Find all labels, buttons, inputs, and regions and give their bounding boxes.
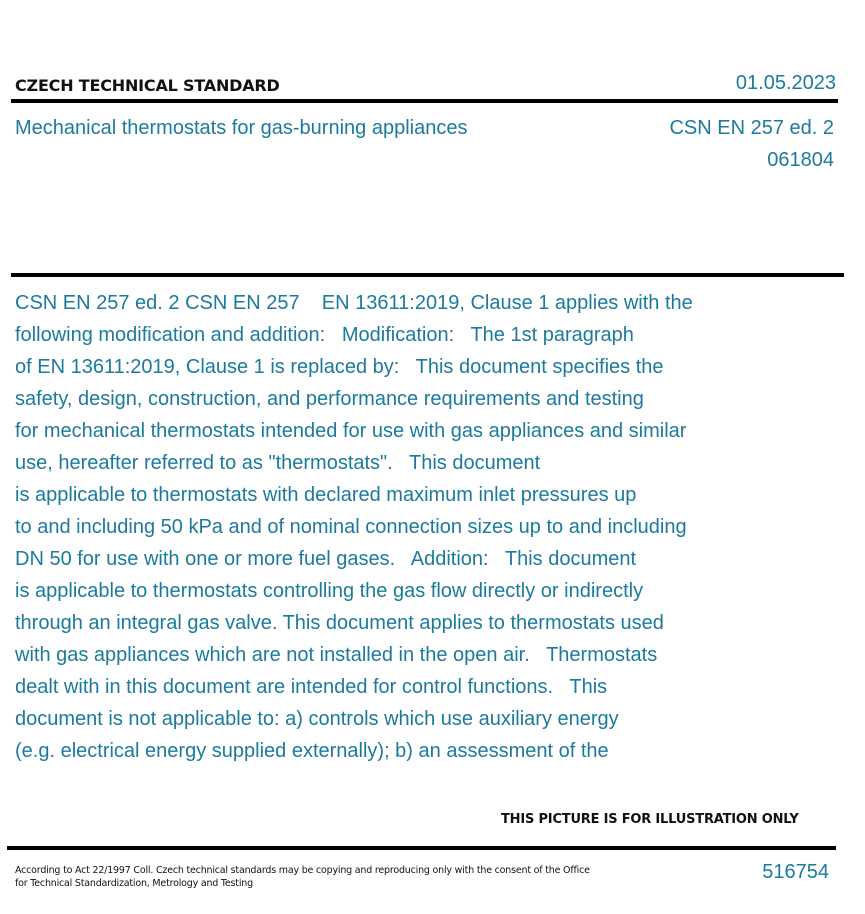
abstract-line: for mechanical thermostats intended for use with gas appliances and similar <box>15 420 687 442</box>
illustration-notice: THIS PICTURE IS FOR ILLUSTRATION ONLY <box>501 812 799 827</box>
abstract-line: is applicable to thermostats controlling the gas flow directly or indirectly <box>15 580 644 602</box>
abstract-line: following modification and addition: Modification: The 1st paragraph <box>15 324 634 346</box>
legal-notice <box>15 864 595 890</box>
standard-type-label: CZECH TECHNICAL STANDARD <box>15 76 280 95</box>
standard-title: Mechanical thermostats for gas-burning appliances <box>15 117 468 139</box>
header-divider <box>11 99 838 103</box>
footer-divider <box>7 846 836 850</box>
abstract-line: CSN EN 257 ed. 2 CSN EN 257 EN 13611:2019, Clause 1 applies with the <box>15 292 693 314</box>
standard-abstract <box>15 287 693 767</box>
abstract-line: of EN 13611:2019, Clause 1 is replaced by: This document specifies the <box>15 356 664 378</box>
standard-code: CSN EN 257 ed. 2 <box>669 117 834 139</box>
publication-date: 01.05.2023 <box>735 72 836 94</box>
abstract-line: use, hereafter referred to as "thermostats". This document <box>15 452 541 474</box>
legal-notice-line: According to Act 22/1997 Coll. Czech technical standards may be copying and reproducing only with the consent of the Office <box>15 865 590 876</box>
abstract-line: with gas appliances which are not installed in the open air. Thermostats <box>15 644 658 666</box>
abstract-line: DN 50 for use with one or more fuel gases. Addition: This document <box>15 548 637 570</box>
abstract-line: safety, design, construction, and performance requirements and testing <box>15 388 644 410</box>
abstract-line: through an integral gas valve. This document applies to thermostats used <box>15 612 664 634</box>
legal-notice-line: for Technical Standardization, Metrology and Testing <box>15 878 253 889</box>
body-divider <box>11 273 844 277</box>
abstract-line: is applicable to thermostats with declared maximum inlet pressures up <box>15 484 637 506</box>
abstract-line: (e.g. electrical energy supplied externally); b) an assessment of the <box>15 740 609 762</box>
abstract-line: dealt with in this document are intended for control functions. This <box>15 676 608 698</box>
classification-number: 061804 <box>767 149 834 171</box>
document-number: 516754 <box>762 861 829 883</box>
abstract-line: to and including 50 kPa and of nominal connection sizes up to and including <box>15 516 687 538</box>
abstract-line: document is not applicable to: a) controls which use auxiliary energy <box>15 708 619 730</box>
